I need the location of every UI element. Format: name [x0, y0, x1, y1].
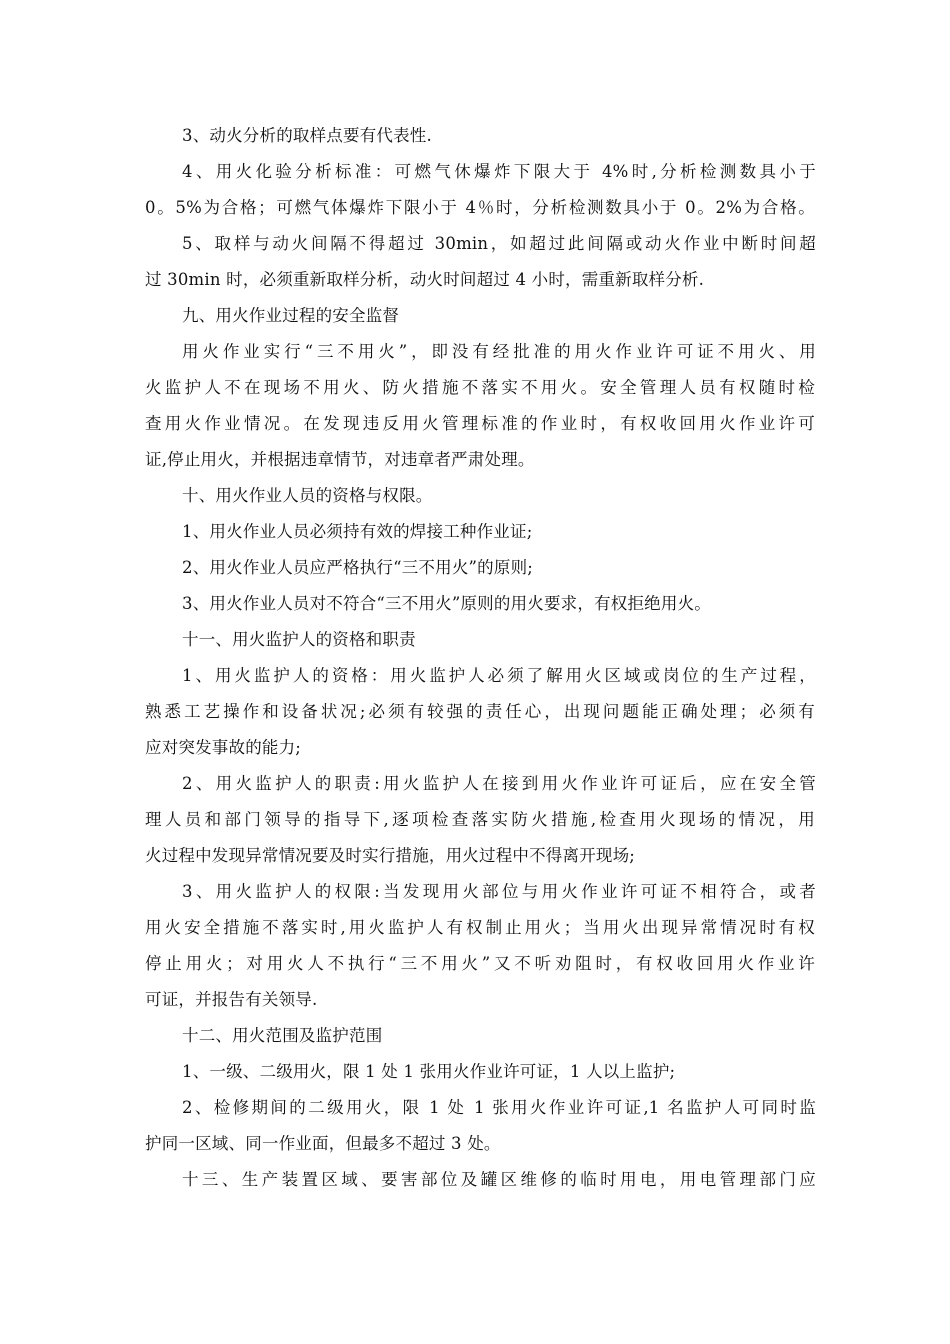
text-line: 用火作业实行“三不用火”，即没有经批准的用火作业许可证不用火、用: [182, 342, 816, 361]
text-line: 停止用火；对用火人不执行“三不用火”又不听劝阻时，有权收回用火作业许: [145, 954, 815, 973]
text-line: 4、用火化验分析标准：可燃气休爆炸下限大于 4%时,分析检测数具小于: [182, 162, 816, 181]
text-line: 火监护人不在现场不用火、防火措施不落实不用火。安全管理人员有权随时检: [145, 378, 815, 397]
text-line: 1、一级、二级用火，限 1 处 1 张用火作业许可证，1 人以上监护;: [182, 1062, 676, 1081]
text-line: 3、用火作业人员对不符合“三不用火”原则的用火要求，有权拒绝用火。: [182, 594, 711, 613]
text-line: 2、用火监护人的职责:用火监护人在接到用火作业许可证后，应在安全管: [182, 774, 816, 793]
text-line: 1、用火作业人员必须持有效的焊接工种作业证;: [182, 522, 533, 541]
text-line: 5、取样与动火间隔不得超过 30min，如超过此间隔或动火作业中断时间超: [182, 234, 816, 253]
text-line: 火过程中发现异常情况要及时实行措施，用火过程中不得离开现场;: [145, 846, 636, 865]
text-line: 1、用火监护人的资格：用火监护人必须了解用火区域或岗位的生产过程，: [182, 666, 816, 685]
text-line: 2、检修期间的二级用火，限 1 处 1 张用火作业许可证,1 名监护人可同时监: [182, 1098, 816, 1117]
text-line: 2、用火作业人员应严格执行“三不用火”的原则;: [182, 558, 534, 577]
text-line: 证,停止用火，并根据违章情节，对违章者严肃处理。: [145, 450, 535, 469]
text-line: 过 30min 时，必须重新取样分析，动火时间超过 4 小时，需重新取样分析.: [145, 270, 705, 289]
section-heading: 十一、用火监护人的资格和职责: [182, 630, 416, 649]
text-line: 护同一区域、同一作业面，但最多不超过 3 处。: [145, 1134, 501, 1153]
text-line: 用火安全措施不落实时,用火监护人有权制止用火；当用火出现异常情况时有权: [145, 918, 815, 937]
section-heading: 九、用火作业过程的安全监督: [182, 306, 400, 325]
section-heading: 十三、生产装置区域、要害部位及罐区维修的临时用电，用电管理部门应: [182, 1170, 816, 1189]
section-heading: 十、用火作业人员的资格与权限。: [182, 486, 433, 505]
text-line: 查用火作业情况。在发现违反用火管理标准的作业时，有权收回用火作业许可: [145, 414, 815, 433]
text-line: 应对突发事故的能力;: [145, 738, 302, 757]
section-heading: 十二、用火范围及监护范围: [182, 1026, 383, 1045]
text-line: 理人员和部门领导的指导下,逐项检查落实防火措施,检查用火现场的情况，用: [145, 810, 815, 829]
text-line: 3、动火分析的取样点要有代表性.: [182, 126, 432, 145]
text-line: 0。5%为合格；可燃气体爆炸下限小于 4％时，分析检测数具小于 0。2%为合格。: [145, 198, 815, 217]
text-line: 3、用火监护人的权限:当发现用火部位与用火作业许可证不相符合，或者: [182, 882, 816, 901]
text-line: 熟悉工艺操作和设备状况;必须有较强的责任心，出现问题能正确处理；必须有: [145, 702, 815, 721]
text-line: 可证，并报告有关领导.: [145, 990, 318, 1009]
